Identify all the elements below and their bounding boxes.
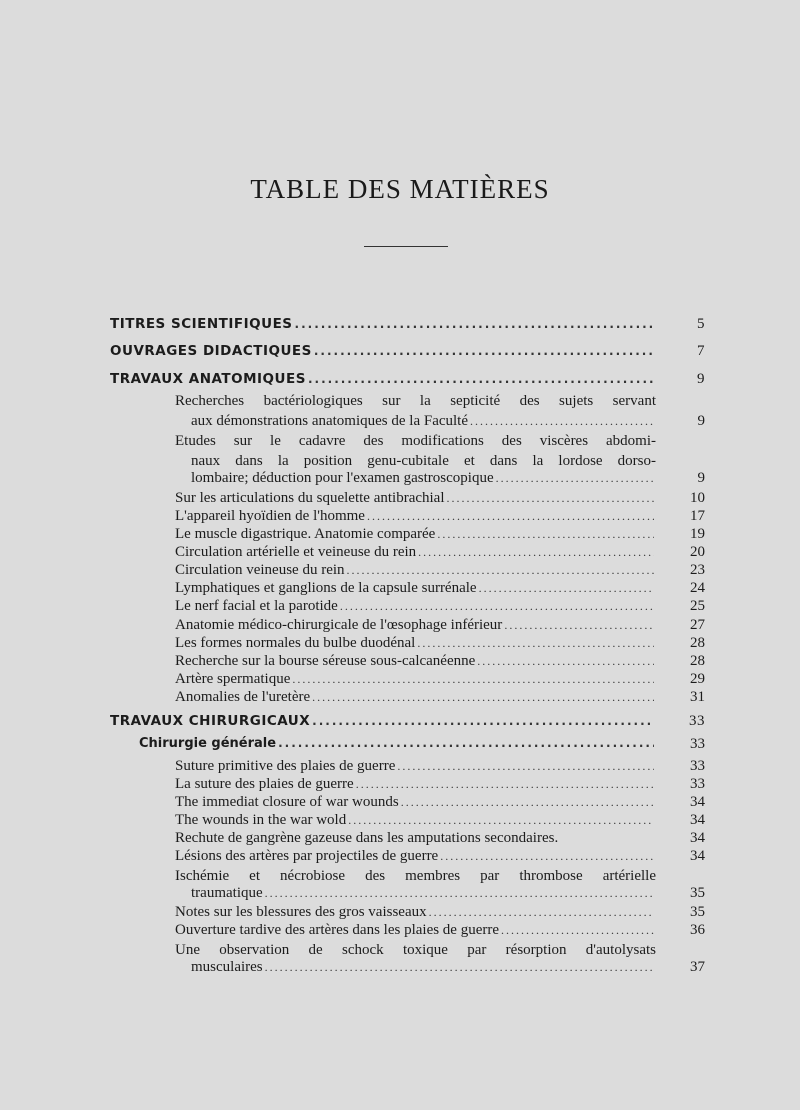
entry-label: aux démonstrations anatomiques de la Faculté	[191, 413, 469, 429]
entry-label: Sur les articulations du squelette antibrachial	[175, 490, 445, 506]
page-number: 28	[690, 635, 705, 651]
page-number: 34	[690, 794, 705, 810]
page-number: 33	[689, 713, 705, 729]
leader-dots	[367, 509, 654, 524]
page-number: 19	[690, 526, 705, 542]
entry-label: Suture primitive des plaies de guerre	[175, 758, 396, 774]
page-number: 33	[690, 736, 705, 752]
leader-dots	[437, 527, 654, 542]
page-number: 34	[690, 830, 705, 846]
page-number: 36	[690, 922, 705, 938]
leader-dots	[401, 795, 654, 810]
leader-dots	[417, 636, 654, 651]
toc-entry-ouvrages[interactable]	[110, 343, 705, 365]
page-number: 35	[690, 885, 705, 901]
page-number: 9	[697, 470, 705, 486]
title-divider	[364, 246, 448, 247]
page-number: 23	[690, 562, 705, 578]
leader-dots	[312, 714, 654, 728]
entry-label: Le muscle digastrique. Anatomie comparée	[175, 526, 436, 542]
toc-entry-bacterio-line1: Recherches bactériologiques sur la septicité des sujets servant	[175, 393, 656, 409]
toc-entry[interactable]	[175, 848, 705, 870]
leader-dots	[265, 960, 654, 975]
page-number: 34	[690, 812, 705, 828]
leader-dots	[356, 777, 654, 792]
leader-dots	[501, 923, 654, 938]
leader-dots	[278, 736, 654, 750]
page-number: 27	[690, 617, 705, 633]
toc-entry-anatomiques[interactable]	[110, 371, 705, 393]
leader-dots	[418, 545, 654, 560]
toc-entry[interactable]	[175, 689, 705, 711]
leader-dots	[429, 905, 654, 920]
page-number: 24	[690, 580, 705, 596]
leader-dots	[496, 471, 654, 486]
page-number: 9	[697, 371, 705, 387]
toc-entry-cadavre-line2: naux dans la position genu-cubitale et dans la lordose dorso-	[191, 453, 656, 469]
leader-dots	[265, 886, 654, 901]
page-number: 25	[690, 598, 705, 614]
leader-dots	[440, 849, 654, 864]
entry-label: Rechute de gangrène gazeuse dans les amputations secondaires.	[175, 830, 559, 846]
entry-label: L'appareil hyoïdien de l'homme	[175, 508, 365, 524]
toc-entry[interactable]	[175, 922, 705, 944]
leader-dots	[314, 344, 654, 358]
page-number: 20	[690, 544, 705, 560]
entry-label: Lésions des artères par projectiles de guerre	[175, 848, 439, 864]
entry-label: Le nerf facial et la parotide	[175, 598, 338, 614]
leader-dots	[504, 618, 654, 633]
leader-dots	[397, 759, 654, 774]
page-number: 9	[697, 413, 705, 429]
entry-label: TRAVAUX CHIRURGICAUX	[110, 713, 311, 729]
page-title: TABLE DES MATIÈRES	[250, 174, 550, 204]
page-number: 28	[690, 653, 705, 669]
entry-label: Recherche sur la bourse séreuse sous-calcanéenne	[175, 653, 476, 669]
page-number: 10	[690, 490, 705, 506]
leader-dots	[348, 813, 654, 828]
entry-label: OUVRAGES DIDACTIQUES	[110, 343, 312, 359]
entry-label: Notes sur les blessures des gros vaisseaux	[175, 904, 427, 920]
entry-label: Anatomie médico-chirurgicale de l'œsophage inférieur	[175, 617, 503, 633]
toc-entry-cadavre-line1: Etudes sur le cadavre des modifications des viscères abdomi-	[175, 433, 656, 449]
page-number: 35	[690, 904, 705, 920]
leader-dots	[308, 372, 654, 386]
entry-label: TRAVAUX ANATOMIQUES	[110, 371, 306, 387]
page-number: 33	[690, 758, 705, 774]
leader-dots	[312, 690, 654, 705]
entry-label: traumatique	[191, 885, 263, 901]
entry-label: Les formes normales du bulbe duodénal	[175, 635, 416, 651]
toc-entry-schock[interactable]	[191, 959, 705, 981]
page-number: 34	[690, 848, 705, 864]
entry-label: Artère spermatique	[175, 671, 291, 687]
entry-label: The immediat closure of war wounds	[175, 794, 399, 810]
leader-dots	[477, 654, 654, 669]
leader-dots	[295, 317, 654, 331]
toc-entry-ischemie-line1: Ischémie et nécrobiose des membres par thrombose artérielle	[175, 868, 656, 884]
entry-label: The wounds in the war wold	[175, 812, 347, 828]
entry-label: Chirurgie générale	[139, 736, 277, 751]
page-number: 7	[697, 343, 705, 359]
page-number: 31	[690, 689, 705, 705]
page-number: 17	[690, 508, 705, 524]
leader-dots	[347, 563, 654, 578]
leader-dots	[479, 581, 654, 596]
toc-entry-chirurgie-generale[interactable]	[139, 736, 705, 758]
leader-dots	[292, 672, 654, 687]
page-number: 33	[690, 776, 705, 792]
page-number: 5	[697, 316, 705, 332]
entry-label: Anomalies de l'uretère	[175, 689, 311, 705]
toc-entry-schock-line1: Une observation de schock toxique par résorption d'autolysats	[175, 942, 656, 958]
entry-label: La suture des plaies de guerre	[175, 776, 354, 792]
toc-entry-chirurgicaux[interactable]	[110, 713, 705, 735]
leader-dots	[447, 491, 654, 506]
toc-entry-cadavre[interactable]	[191, 470, 705, 492]
entry-label: Ouverture tardive des artères dans les plaies de guerre	[175, 922, 500, 938]
leader-dots	[470, 414, 654, 429]
entry-label: lombaire; déduction pour l'examen gastroscopique	[191, 470, 494, 486]
entry-label: Circulation artérielle et veineuse du rein	[175, 544, 417, 560]
page-number: 29	[690, 671, 705, 687]
entry-label: Lymphatiques et ganglions de la capsule surrénale	[175, 580, 477, 596]
page-number: 37	[690, 959, 705, 975]
toc-entry-titres[interactable]	[110, 316, 705, 338]
toc-entry-bacterio[interactable]	[191, 413, 705, 435]
leader-dots	[340, 599, 654, 614]
entry-label: musculaires	[191, 959, 263, 975]
entry-label: TITRES SCIENTIFIQUES	[110, 316, 293, 332]
entry-label: Circulation veineuse du rein	[175, 562, 345, 578]
